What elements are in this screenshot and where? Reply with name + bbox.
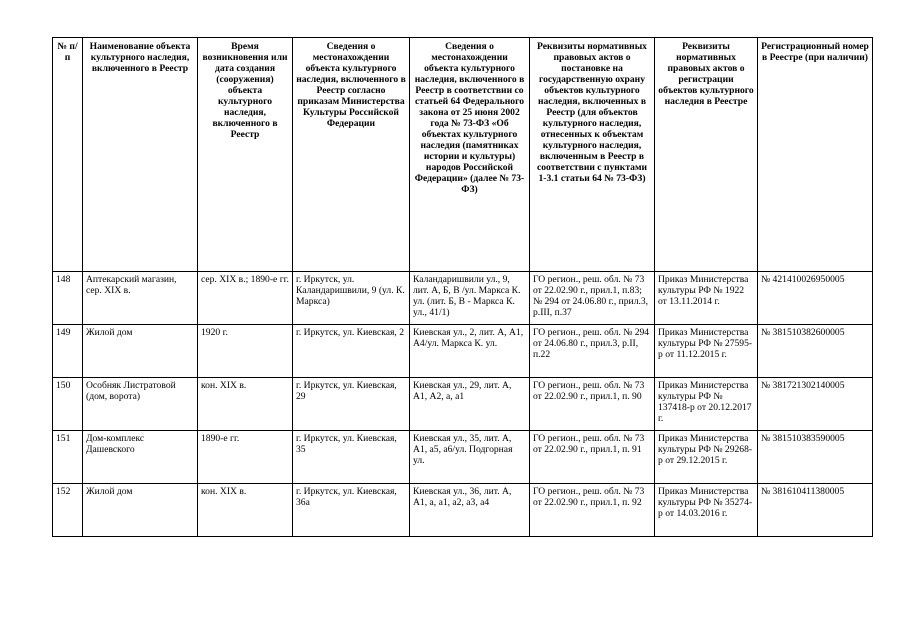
cell-creation-date: 1890-е гг.: [198, 431, 293, 484]
cell-protection-acts: ГО регион., реш. обл. № 294 от 24.06.80 г., прил.3, р.II, п.22: [530, 325, 655, 378]
cell-creation-date: 1920 г.: [198, 325, 293, 378]
table-row: [53, 484, 873, 537]
header-number: № п/п: [53, 38, 83, 272]
header-location-order: Сведения о местонахождении объекта культурного наследия, включенного в Реестр согласно приказам Министерства Культуры Российской Федерации: [293, 38, 410, 272]
header-protection-acts: Реквизиты нормативных правовых актов о постановке на государственную охрану объектов культурного наследия, включенных в Реестр (для объектов культурного наследия, отнесенных к объектам культурного наследия, включенным в Реестр в соответствии с пунктами 1-3.1 статьи 64 № 73-ФЗ): [530, 38, 655, 272]
table-row: [53, 325, 873, 378]
cell-registration-number: № 381721302140005: [758, 378, 873, 431]
cell-registration-acts: Приказ Министерства культуры РФ № 1922 от 13.11.2014 г.: [655, 272, 758, 325]
cell-location-law: Каландаришвили ул., 9, лит. А, Б, В /ул. Маркса К. ул. (лит. Б, В - Маркса К. ул., 41/1): [410, 272, 530, 325]
cell-registration-number: № 381610411380005: [758, 484, 873, 537]
cell-number: 148: [53, 272, 83, 325]
cell-number: 152: [53, 484, 83, 537]
cell-protection-acts: ГО регион., реш. обл. № 73 от 22.02.90 г., прил.1, п. 90: [530, 378, 655, 431]
cell-registration-acts: Приказ Министерства культуры РФ № 29268-р от 29.12.2015 г.: [655, 431, 758, 484]
cell-registration-acts: Приказ Министерства культуры РФ № 27595-р от 11.12.2015 г.: [655, 325, 758, 378]
cell-location-order: г. Иркутск, ул. Киевская, 35: [293, 431, 410, 484]
cell-registration-acts: Приказ Министерства культуры РФ № 137418-р от 20.12.2017 г.: [655, 378, 758, 431]
cell-registration-acts: Приказ Министерства культуры РФ № 35274-р от 14.03.2016 г.: [655, 484, 758, 537]
table-row: [53, 431, 873, 484]
table-row: [53, 378, 873, 431]
cell-location-law: Киевская ул., 2, лит. А, А1, А4/ул. Маркса К. ул.: [410, 325, 530, 378]
header-object-name: Наименование объекта культурного наследия, включенного в Реестр: [83, 38, 198, 272]
cell-number: 151: [53, 431, 83, 484]
cell-object-name: Жилой дом: [83, 484, 198, 537]
header-location-law: Сведения о местонахождении объекта культурного наследия, включенного в Реестр в соответствии со статьей 64 Федерального закона от 25 июня 2002 года № 73-ФЗ «Об объектах культурного наследия (памятниках истории и культуры) народов Российской Федерации» (далее № 73-ФЗ): [410, 38, 530, 272]
cell-location-order: г. Иркутск, ул. Киевская, 29: [293, 378, 410, 431]
header-creation-date: Время возникновения или дата создания (сооружения) объекта культурного наследия, включенного в Реестр: [198, 38, 293, 272]
cell-number: 149: [53, 325, 83, 378]
cell-registration-number: № 381510382600005: [758, 325, 873, 378]
cell-object-name: Аптекарский магазин, сер. XIX в.: [83, 272, 198, 325]
cell-location-law: Киевская ул., 36, лит. А, А1, а, а1, а2, а3, а4: [410, 484, 530, 537]
header-registration-acts: Реквизиты нормативных правовых актов о регистрации объектов культурного наследия в Реестре: [655, 38, 758, 272]
cell-object-name: Жилой дом: [83, 325, 198, 378]
cell-location-law: Киевская ул., 29, лит. А, А1, А2, а, а1: [410, 378, 530, 431]
cell-number: 150: [53, 378, 83, 431]
document-page: [52, 37, 873, 537]
table-row: [53, 272, 873, 325]
cell-creation-date: кон. XIX в.: [198, 378, 293, 431]
table-header-row: [53, 38, 873, 272]
cell-protection-acts: ГО регион., реш. обл. № 73 от 22.02.90 г., прил.1, п. 91: [530, 431, 655, 484]
cell-registration-number: № 381510383590005: [758, 431, 873, 484]
heritage-register-table: [52, 37, 873, 537]
cell-object-name: Особняк Листратовой (дом, ворота): [83, 378, 198, 431]
cell-object-name: Дом-комплекс Дашевского: [83, 431, 198, 484]
header-registration-number: Регистрационный номер в Реестре (при наличии): [758, 38, 873, 272]
cell-registration-number: № 421410026950005: [758, 272, 873, 325]
cell-location-order: г. Иркутск, ул. Киевская, 36а: [293, 484, 410, 537]
cell-creation-date: сер. XIX в.; 1890-е гг.: [198, 272, 293, 325]
cell-protection-acts: ГО регион., реш. обл. № 73 от 22.02.90 г., прил.1, п.83; № 294 от 24.06.80 г., прил.3, р.III, п.37: [530, 272, 655, 325]
cell-location-law: Киевская ул., 35, лит. А, А1, а5, а6/ул. Подгорная ул.: [410, 431, 530, 484]
cell-location-order: г. Иркутск, ул. Каландаришвили, 9 (ул. К. Маркса): [293, 272, 410, 325]
cell-location-order: г. Иркутск, ул. Киевская, 2: [293, 325, 410, 378]
cell-protection-acts: ГО регион., реш. обл. № 73 от 22.02.90 г., прил.1, п. 92: [530, 484, 655, 537]
cell-creation-date: кон. XIX в.: [198, 484, 293, 537]
